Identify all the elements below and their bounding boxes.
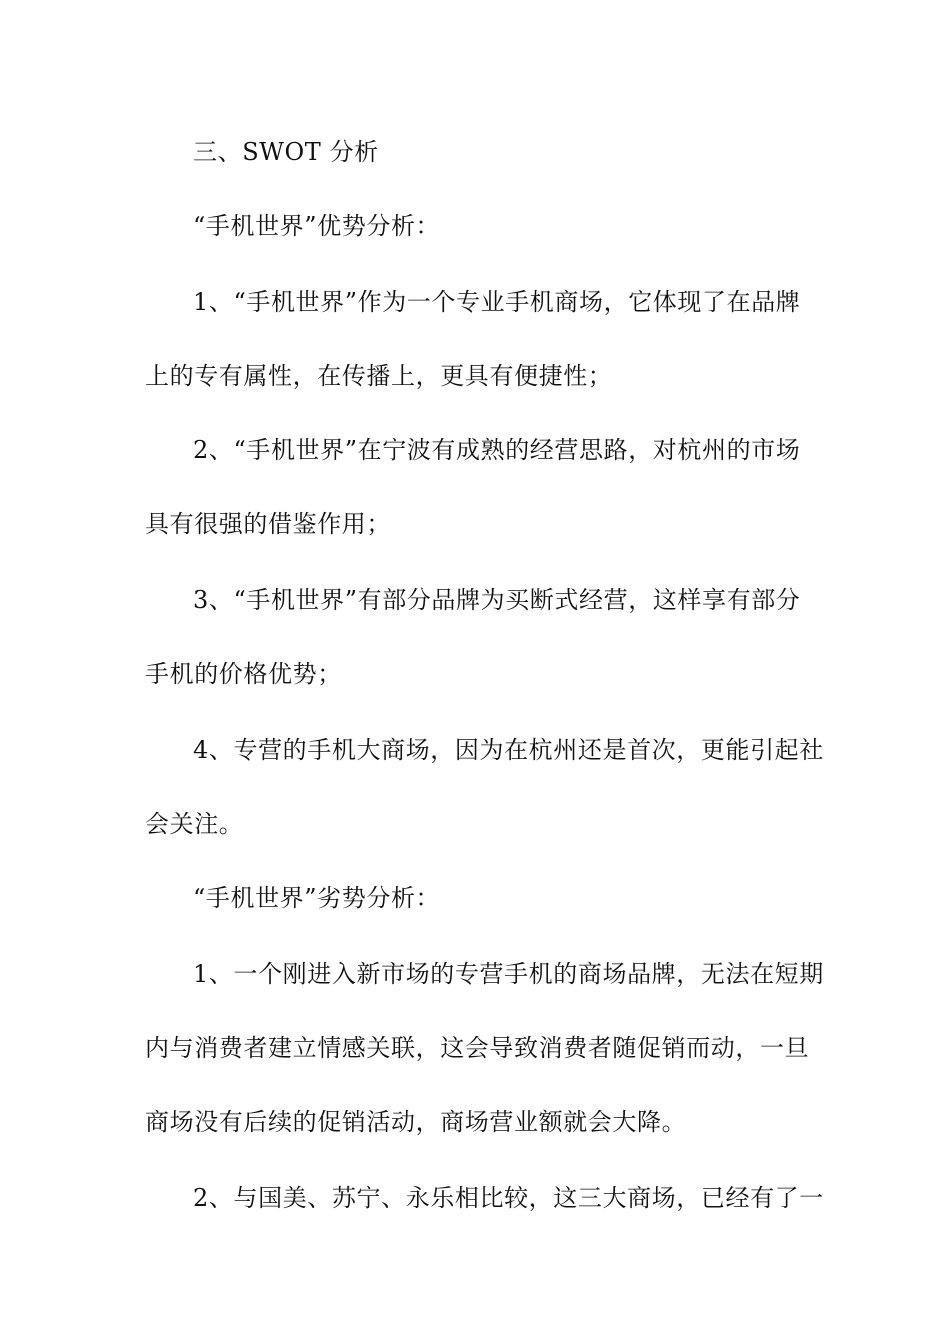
paragraph-line: 3、“手机世界”有部分品牌为买断式经营，这样享有部分 xyxy=(193,586,801,614)
paragraph-line: 内与消费者建立情感关联，这会导致消费者随促销而动，一旦 xyxy=(145,1034,810,1062)
paragraph-line: 上的专有属性，在传播上，更具有便捷性； xyxy=(145,362,613,390)
section-heading: 三、SWOT 分析 xyxy=(193,138,379,166)
paragraph-line: 2、与国美、苏宁、永乐相比较，这三大商场，已经有了一 xyxy=(193,1184,824,1212)
subheading-strengths: “手机世界”优势分析： xyxy=(193,212,441,240)
paragraph-line: 手机的价格优势； xyxy=(145,660,342,688)
paragraph-line: 具有很强的借鉴作用； xyxy=(145,510,391,538)
paragraph-line: 1、一个刚进入新市场的专营手机的商场品牌，无法在短期 xyxy=(193,960,824,988)
paragraph-line: 2、“手机世界”在宁波有成熟的经营思路，对杭州的市场 xyxy=(193,436,801,464)
paragraph-line: 1、“手机世界”作为一个专业手机商场，它体现了在品牌 xyxy=(193,288,801,316)
paragraph-line: 会关注。 xyxy=(145,810,244,838)
paragraph-line: 商场没有后续的促销活动，商场营业额就会大降。 xyxy=(145,1108,687,1136)
subheading-weaknesses: “手机世界”劣势分析： xyxy=(193,884,441,912)
paragraph-line: 4、专营的手机大商场，因为在杭州还是首次，更能引起社 xyxy=(193,736,824,764)
